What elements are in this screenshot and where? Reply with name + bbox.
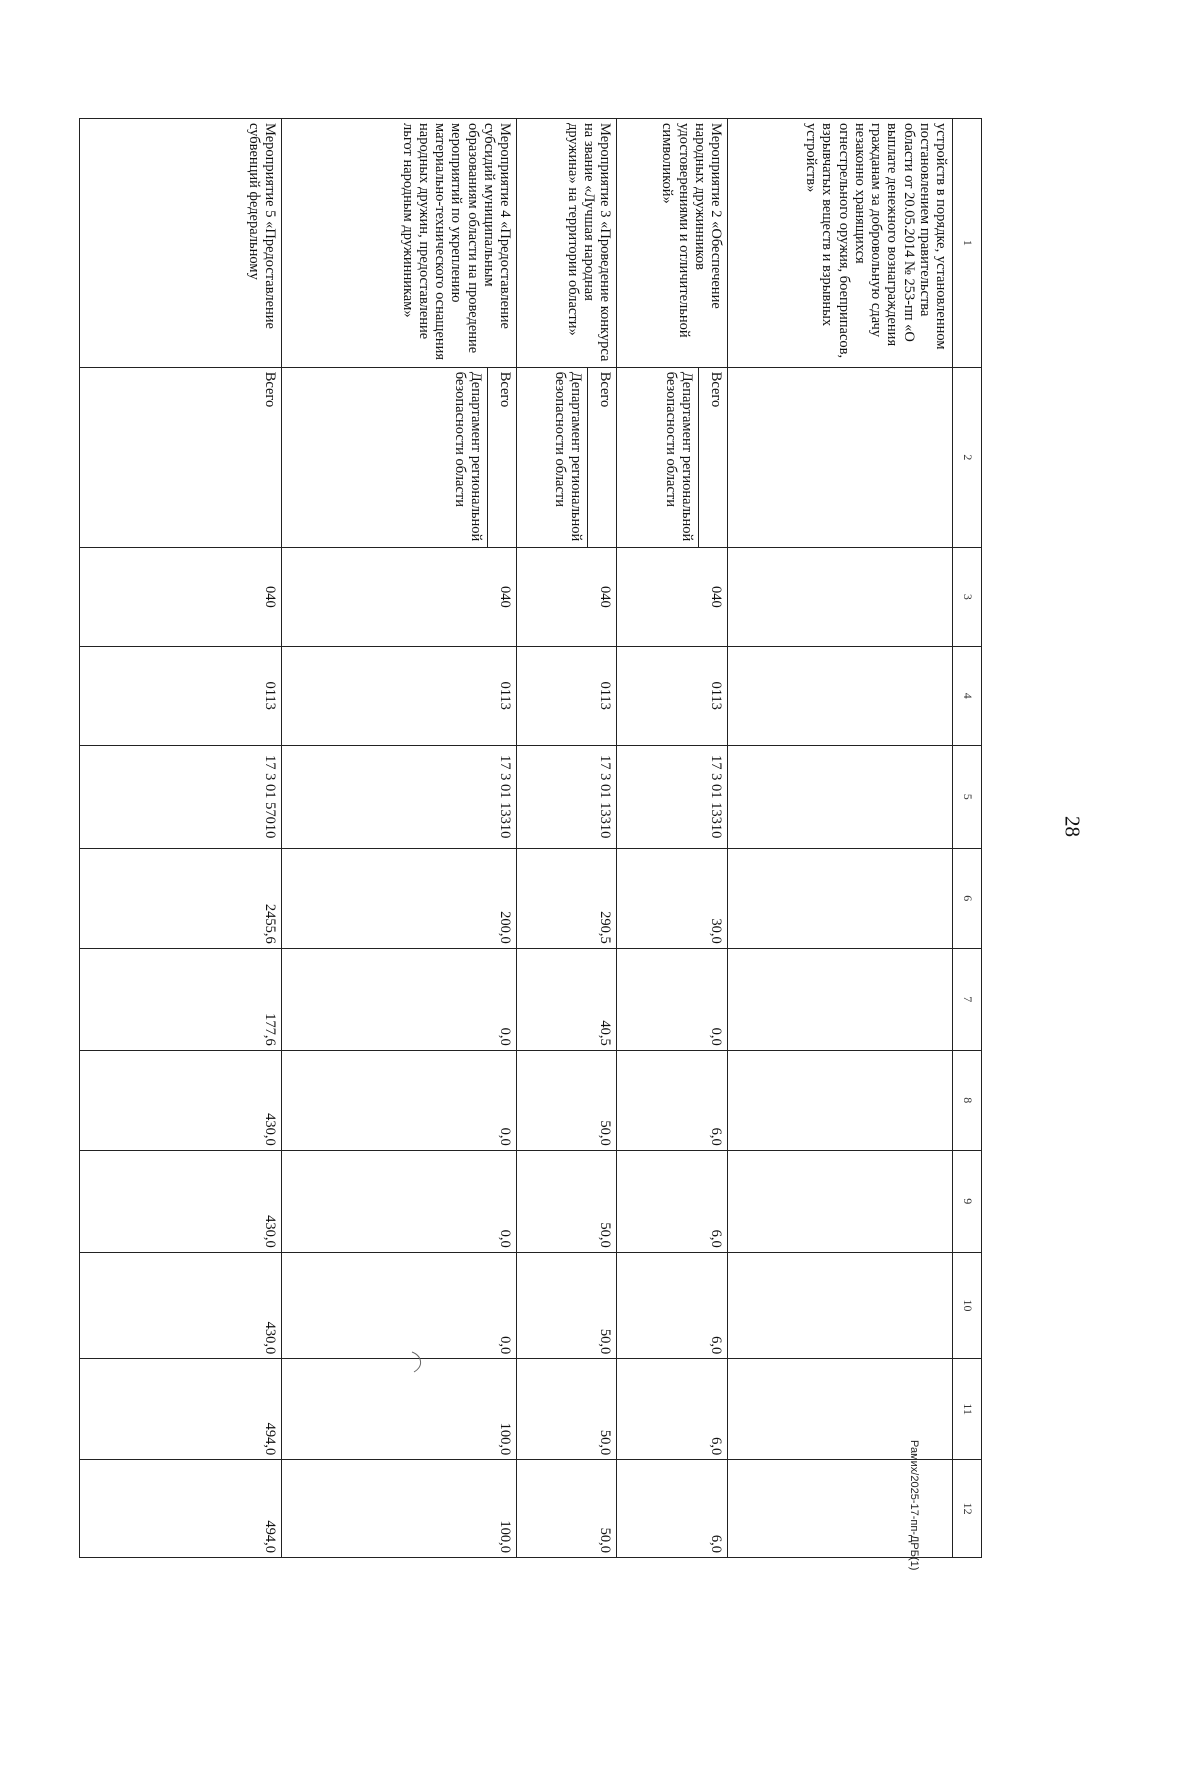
value-cell [728, 1050, 953, 1150]
value-year-2: 50,0 [517, 1050, 617, 1150]
total-label: Всего [587, 368, 613, 547]
value-total: 2455,6 [80, 848, 282, 948]
col-header-1: 1 [953, 119, 982, 368]
table-row [282, 119, 517, 1558]
value-year-6: 6,0 [617, 1460, 728, 1558]
section-code: 0113 [282, 646, 517, 745]
value-year-2: 430,0 [80, 1050, 282, 1150]
grbs-code: 040 [617, 547, 728, 646]
value-year-1: 0,0 [282, 948, 517, 1050]
value-year-4: 6,0 [617, 1252, 728, 1358]
value-year-3: 50,0 [517, 1150, 617, 1252]
responsible-cell [517, 367, 617, 547]
col-header-8: 8 [953, 1050, 982, 1150]
activity-name: Мероприятие 4 «Предоставление субсидий муниципальным образованиям области на проведение мероприятий по укреплению материально-технического оснащения народных дружин, предоставление льгот народным дружинникам» [282, 119, 517, 368]
value-year-3: 430,0 [80, 1150, 282, 1252]
target-article-cell [728, 745, 953, 848]
responsible-department: Департамент региональной безопасности области [662, 371, 695, 542]
value-cell [728, 1359, 953, 1460]
rotated-table-container [100, 118, 982, 1558]
value-year-2: 6,0 [617, 1050, 728, 1150]
col-header-5: 5 [953, 745, 982, 848]
value-year-4: 50,0 [517, 1252, 617, 1358]
value-cell [728, 1252, 953, 1358]
total-label: Всего [698, 368, 724, 547]
section-cell [728, 646, 953, 745]
value-cell [728, 1150, 953, 1252]
responsible-cell [282, 367, 517, 547]
col-header-4: 4 [953, 646, 982, 745]
total-label: Всего [262, 371, 278, 408]
activity-name: Мероприятие 3 «Проведение конкурса на звание «Лучшая народная дружина» на территории области» [517, 119, 617, 368]
col-header-12: 12 [953, 1460, 982, 1558]
column-numbers-row [953, 119, 982, 1558]
target-article-code: 17 3 01 57010 [80, 745, 282, 848]
table-row [80, 119, 282, 1558]
value-year-1: 177,6 [80, 948, 282, 1050]
col-header-11: 11 [953, 1359, 982, 1460]
value-year-5: 100,0 [282, 1359, 517, 1460]
target-article-code: 17 3 01 13310 [617, 745, 728, 848]
value-year-5: 6,0 [617, 1359, 728, 1460]
section-code: 0113 [517, 646, 617, 745]
grbs-code: 040 [282, 547, 517, 646]
pen-mark-decoration [408, 1350, 428, 1374]
target-article-code: 17 3 01 13310 [517, 745, 617, 848]
value-year-1: 40,5 [517, 948, 617, 1050]
activity-name: Мероприятие 2 «Обеспечение народных дружинников удостоверениями и отличительной символикой» [617, 119, 728, 368]
activity-name: устройств в порядке, установленном постановлением правительства области от 20.05.2014 № 253-пп «О выплате денежного вознаграждения гражданам за добровольную сдачу незаконно хранящихся огнестрельного оружия, боеприпасов, взрывчатых веществ и взрывных устройств» [728, 119, 953, 368]
col-header-3: 3 [953, 547, 982, 646]
value-year-5: 50,0 [517, 1359, 617, 1460]
col-header-6: 6 [953, 848, 982, 948]
col-header-10: 10 [953, 1252, 982, 1358]
value-year-4: 430,0 [80, 1252, 282, 1358]
col-header-7: 7 [953, 948, 982, 1050]
grbs-cell [728, 547, 953, 646]
footer-document-code: Рамих/2025-17-пп-ДРБ(1) [908, 1440, 920, 1571]
responsible-cell [80, 367, 282, 547]
responsible-cell [728, 367, 953, 547]
value-cell [728, 848, 953, 948]
value-total: 200,0 [282, 848, 517, 948]
section-code: 0113 [617, 646, 728, 745]
value-year-3: 0,0 [282, 1150, 517, 1252]
value-year-2: 0,0 [282, 1050, 517, 1150]
value-total: 290,5 [517, 848, 617, 948]
value-total: 30,0 [617, 848, 728, 948]
value-cell [728, 1460, 953, 1558]
value-year-1: 0,0 [617, 948, 728, 1050]
table-row [517, 119, 617, 1558]
table-row [728, 119, 953, 1558]
total-label: Всего [487, 368, 513, 547]
grbs-code: 040 [80, 547, 282, 646]
responsible-cell [617, 367, 728, 547]
activity-name: Мероприятие 5 «Предоставление субвенций федеральному [80, 119, 282, 368]
value-year-5: 494,0 [80, 1359, 282, 1460]
col-header-2: 2 [953, 367, 982, 547]
value-cell [728, 948, 953, 1050]
value-year-6: 100,0 [282, 1460, 517, 1558]
responsible-department: Департамент региональной безопасности области [551, 371, 584, 542]
target-article-code: 17 3 01 13310 [282, 745, 517, 848]
section-code: 0113 [80, 646, 282, 745]
col-header-9: 9 [953, 1150, 982, 1252]
responsible-department: Департамент региональной безопасности области [451, 371, 484, 542]
grbs-code: 040 [517, 547, 617, 646]
value-year-3: 6,0 [617, 1150, 728, 1252]
table-row [617, 119, 728, 1558]
page-number: 28 [1060, 816, 1085, 837]
value-year-6: 50,0 [517, 1460, 617, 1558]
value-year-4: 0,0 [282, 1252, 517, 1358]
value-year-6: 494,0 [80, 1460, 282, 1558]
budget-table [79, 118, 982, 1558]
